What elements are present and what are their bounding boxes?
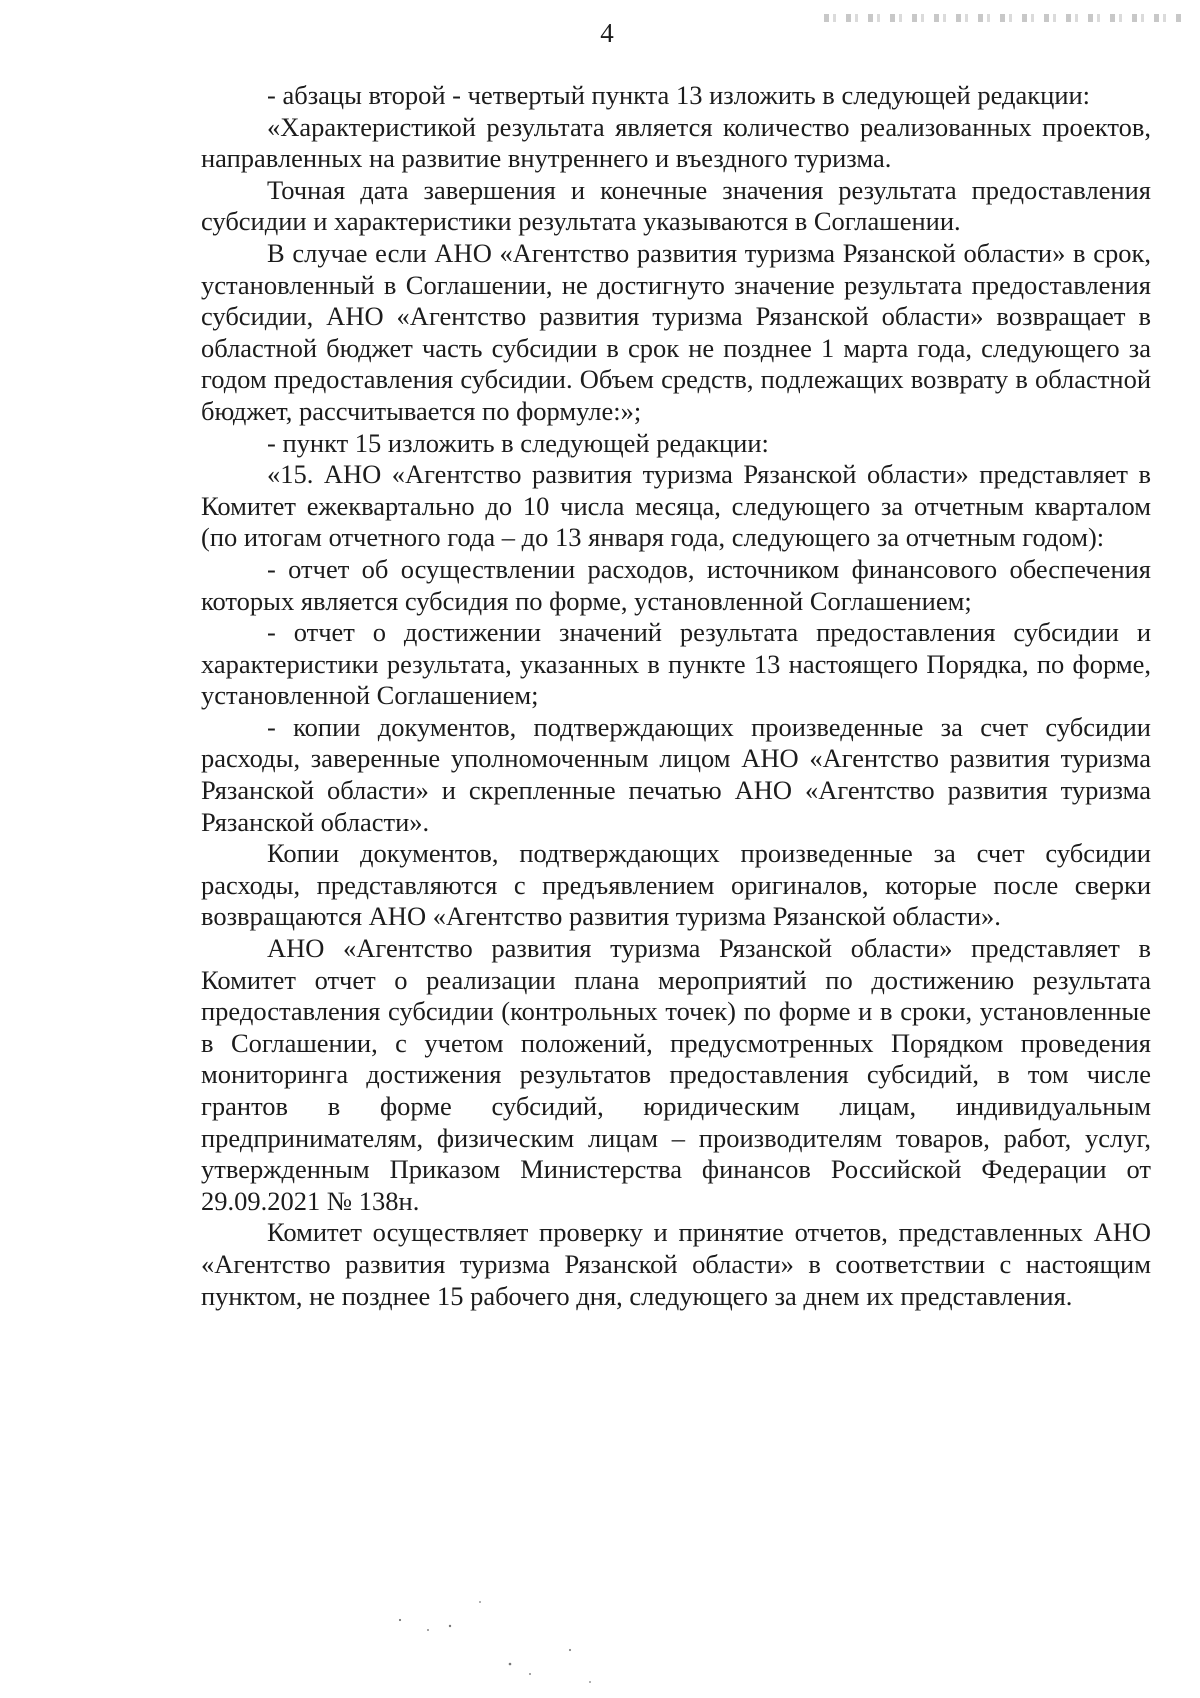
- paragraph-document-copies: - копии документов, подтверждающих произведенные за счет субсидии расходы, заверенные уполномоченным лицом АНО «Агентство развития туризма Рязанской области» и скрепленные печатью АНО «Агентство развития туризма Рязанской области».: [201, 711, 1151, 837]
- paragraph-exact-date: Точная дата завершения и конечные значения результата предоставления субсидии и характеристики результата указываются в Соглашении.: [201, 174, 1151, 237]
- paragraph-result-characteristic: «Характеристикой результата является количество реализованных проектов, направленных на развитие внутреннего и въездного туризма.: [201, 111, 1151, 174]
- paragraph-committee-review: Комитет осуществляет проверку и принятие отчетов, представленных АНО «Агентство развития туризма Рязанской области» в соответствии с настоящим пунктом, не позднее 15 рабочего дня, следующего за днем их представления.: [201, 1217, 1151, 1311]
- document-body: [201, 80, 1151, 1312]
- scan-dust: [380, 1590, 620, 1690]
- paragraph-refund-condition: В случае если АНО «Агентство развития туризма Рязанской области» в срок, установленный в Соглашении, не достигнуто значение результата предоставления субсидии, АНО «Агентство развития туризма Рязанской области» возвращает в областной бюджет часть субсидии в срок не позднее 1 марта года, следующего за годом предоставления субсидии. Объем средств, подлежащих возврату в областной бюджет, рассчитывается по формуле:»;: [201, 237, 1151, 426]
- paragraph-report-expenses: - отчет об осуществлении расходов, источником финансового обеспечения которых является субсидия по форме, установленной Соглашением;: [201, 553, 1151, 616]
- paragraph-amendment-p15: - пункт 15 изложить в следующей редакции:: [267, 427, 769, 458]
- paragraph-originals: Копии документов, подтверждающих произведенные за счет субсидии расходы, представляются с предъявлением оригиналов, которые после сверки возвращаются АНО «Агентство развития туризма Рязанской области».: [201, 838, 1151, 932]
- paragraph-clause-15: «15. АНО «Агентство развития туризма Рязанской области» представляет в Комитет ежеквартально до 10 числа месяца, следующего за отчетным кварталом (по итогам отчетного года – до 13 января года, следующего за отчетным годом):: [201, 459, 1151, 553]
- paragraph-monitoring-report: АНО «Агентство развития туризма Рязанской области» представляет в Комитет отчет о реализации плана мероприятий по достижению результата предоставления субсидии (контрольных точек) по форме и в сроки, установленные в Соглашении, с учетом положений, предусмотренных Порядком проведения мониторинга достижения результатов предоставления субсидий, в том числе грантов в форме субсидий, юридическим лицам, индивидуальным предпринимателям, физическим лицам – производителям товаров, работ, услуг, утвержденным Приказом Министерства финансов Российской Федерации от 29.09.2021 № 138н.: [201, 933, 1151, 1216]
- page-number: 4: [600, 18, 614, 48]
- paragraph-report-results: - отчет о достижении значений результата предоставления субсидии и характеристики результата, указанных в пункте 13 настоящего Порядка, по форме, установленной Соглашением;: [201, 617, 1151, 711]
- paragraph-amendment-p13: - абзацы второй - четвертый пункта 13 изложить в следующей редакции:: [267, 80, 1091, 110]
